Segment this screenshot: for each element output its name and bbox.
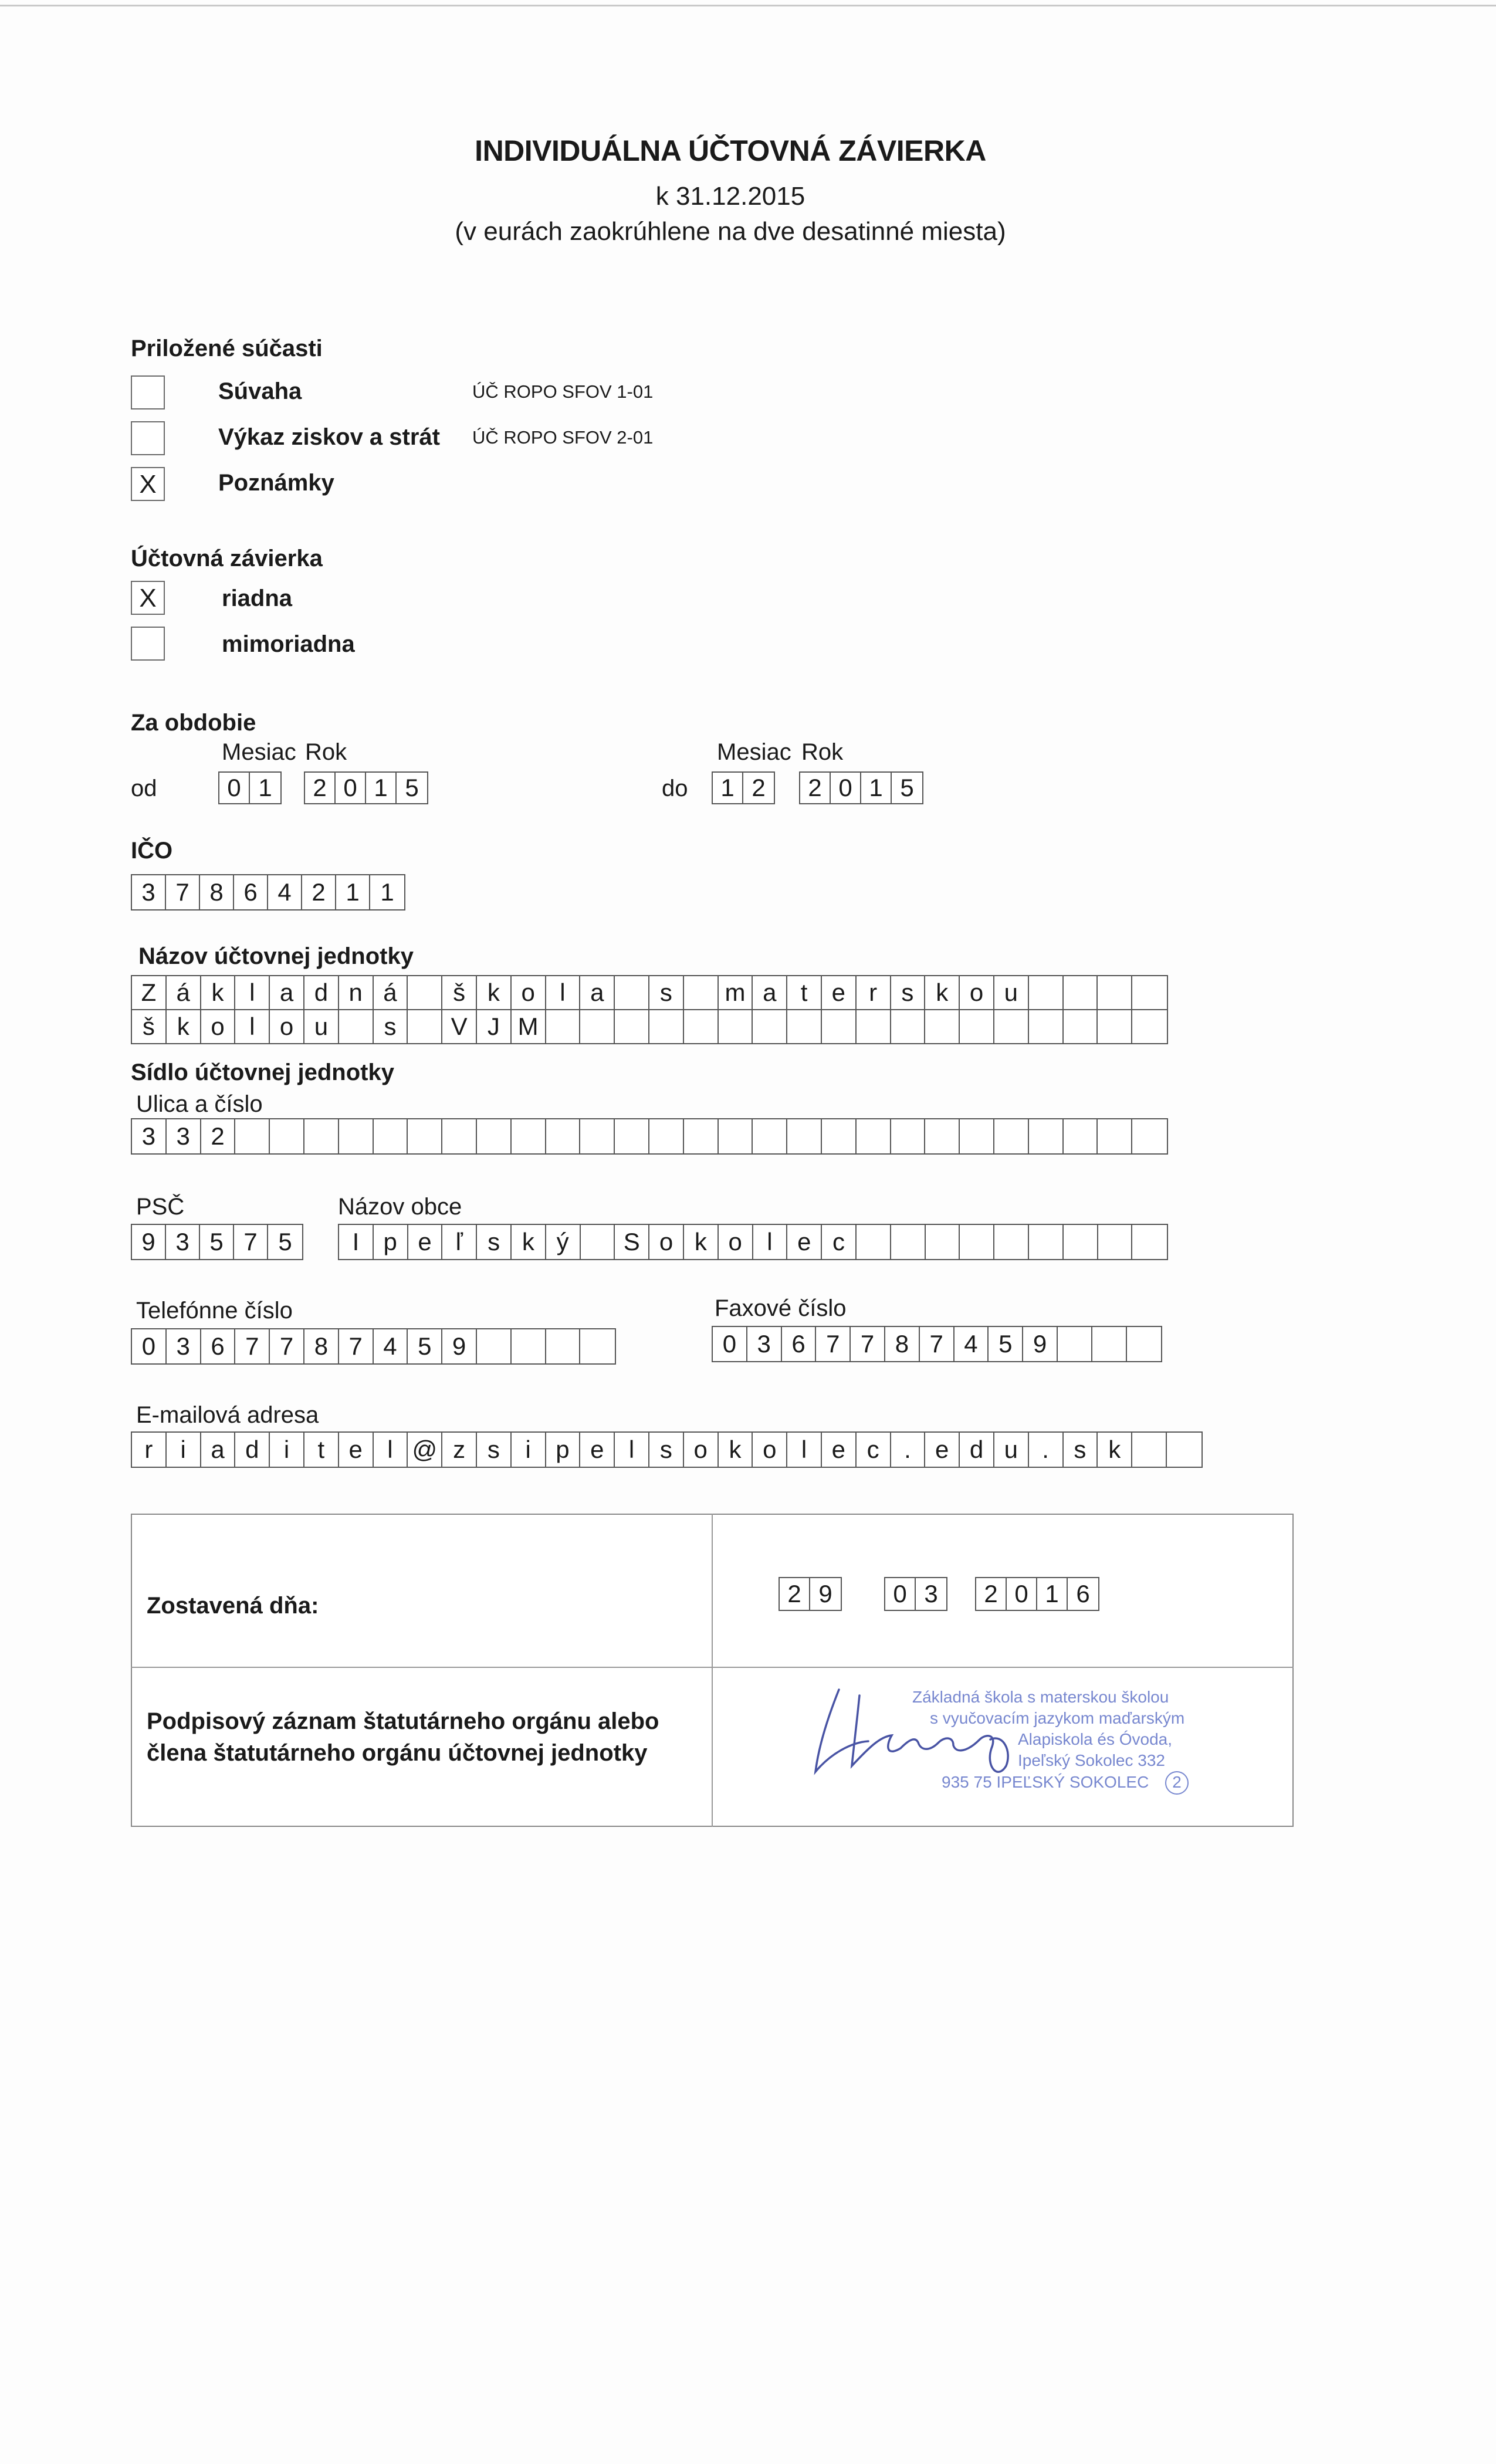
street-field-cell[interactable] xyxy=(235,1119,270,1153)
email-field-cell[interactable] xyxy=(1167,1433,1201,1467)
to-year-field-cell[interactable]: 1 xyxy=(861,773,892,803)
unit-name-line2-cell[interactable]: s xyxy=(374,1010,408,1043)
unit-name-line1-cell[interactable] xyxy=(1029,976,1064,1009)
street-field-cell[interactable] xyxy=(1132,1119,1167,1153)
city-field-cell[interactable]: S xyxy=(615,1225,649,1259)
phone-field-cell[interactable] xyxy=(546,1329,581,1363)
ico-field-cell[interactable]: 1 xyxy=(380,878,394,906)
unit-name-line1-cell[interactable]: l xyxy=(235,976,270,1009)
fax-field-cell[interactable]: 7 xyxy=(816,1327,851,1361)
fax-field-cell[interactable]: 0 xyxy=(713,1327,747,1361)
signature-label-line2: člena štatutárneho orgánu účtovnej jednotky xyxy=(147,1740,648,1766)
street-field[interactable] xyxy=(131,1118,1168,1155)
street-field-cell[interactable] xyxy=(1029,1119,1064,1153)
psc-field-cell[interactable]: 7 xyxy=(234,1225,268,1259)
handwritten-signature xyxy=(804,1678,1097,1789)
unit-name-line2-cell[interactable]: u xyxy=(304,1010,339,1043)
document-note: (v eurách zaokrúhlene na dve desatinné miesta) xyxy=(455,217,1006,246)
phone-field-cell[interactable]: 7 xyxy=(339,1329,374,1363)
label-mimoriadna: mimoriadna xyxy=(222,631,355,657)
panel-divider-vertical xyxy=(712,1514,713,1827)
unit-name-line2-cell[interactable]: V xyxy=(442,1010,477,1043)
code-suvaha: ÚČ ROPO SFOV 1-01 xyxy=(472,381,654,402)
street-field-cell[interactable] xyxy=(270,1119,304,1153)
unit-name-line2-cell[interactable]: o xyxy=(201,1010,236,1043)
email-field-cell[interactable]: l xyxy=(374,1433,408,1467)
from-year-label: Rok xyxy=(305,739,347,765)
compiled-day-field-cell[interactable]: 9 xyxy=(818,1580,832,1607)
to-year-field[interactable] xyxy=(799,771,923,804)
stamp-line-2: s vyučovacím jazykom maďarským xyxy=(930,1709,1185,1727)
from-year-field-cell[interactable]: 0 xyxy=(336,773,366,803)
unit-name-line1-cell[interactable] xyxy=(615,976,649,1009)
email-field-cell[interactable]: k xyxy=(1098,1433,1132,1467)
compiled-year-field-cell[interactable]: 6 xyxy=(1076,1580,1090,1607)
email-field-cell[interactable]: @ xyxy=(408,1433,442,1467)
psc-field[interactable] xyxy=(131,1224,303,1260)
email-field-cell[interactable]: e xyxy=(822,1433,857,1467)
city-field-cell[interactable] xyxy=(891,1225,926,1259)
unit-name-line2-cell[interactable] xyxy=(994,1010,1029,1043)
phone-field-cell[interactable] xyxy=(580,1329,615,1363)
fax-field-cell[interactable] xyxy=(1058,1327,1092,1361)
city-label: Názov obce xyxy=(338,1194,462,1220)
city-field-cell[interactable]: l xyxy=(753,1225,788,1259)
unit-name-line2-cell[interactable] xyxy=(1029,1010,1064,1043)
street-field-cell[interactable] xyxy=(615,1119,649,1153)
email-field-cell[interactable]: s xyxy=(477,1433,512,1467)
psc-field-cell[interactable]: 5 xyxy=(200,1225,234,1259)
email-field-cell[interactable]: e xyxy=(580,1433,615,1467)
fax-field-cell[interactable]: 7 xyxy=(851,1327,885,1361)
fax-field-cell[interactable]: 3 xyxy=(747,1327,782,1361)
city-field-cell[interactable]: e xyxy=(787,1225,822,1259)
unit-name-line2-cell[interactable] xyxy=(753,1010,787,1043)
ico-field-cell[interactable]: 4 xyxy=(268,875,302,909)
city-field-cell[interactable] xyxy=(1064,1225,1098,1259)
fax-field-cell[interactable]: 7 xyxy=(920,1327,955,1361)
phone-field-cell[interactable]: 7 xyxy=(270,1329,304,1363)
seat-label: Sídlo účtovnej jednotky xyxy=(131,1060,394,1085)
unit-name-line1-cell[interactable]: o xyxy=(512,976,546,1009)
label-vykaz: Výkaz ziskov a strát xyxy=(218,424,440,450)
unit-name-line2[interactable] xyxy=(131,1009,1168,1044)
top-scan-line xyxy=(0,5,1496,6)
city-field-cell[interactable]: o xyxy=(649,1225,684,1259)
fax-label: Faxové číslo xyxy=(715,1295,847,1321)
unit-name-line1-cell[interactable] xyxy=(684,976,719,1009)
unit-name-line1-cell[interactable]: l xyxy=(546,976,581,1009)
unit-name-line1-cell[interactable]: k xyxy=(201,976,236,1009)
email-field-cell[interactable]: s xyxy=(1064,1433,1098,1467)
unit-name-line2-cell[interactable]: š xyxy=(132,1010,167,1043)
phone-field-cell[interactable]: 5 xyxy=(408,1329,442,1363)
fax-field-cell[interactable]: 8 xyxy=(885,1327,920,1361)
unit-name-line2-cell[interactable] xyxy=(1064,1010,1098,1043)
phone-field-cell[interactable] xyxy=(512,1329,546,1363)
street-field-cell[interactable] xyxy=(339,1119,374,1153)
checkbox-suvaha[interactable] xyxy=(131,375,165,409)
city-field-cell[interactable] xyxy=(581,1225,615,1259)
document-title: INDIVIDUÁLNA ÚČTOVNÁ ZÁVIERKA xyxy=(475,134,986,167)
unit-name-line1-cell[interactable]: o xyxy=(960,976,994,1009)
to-month-field-cell[interactable]: 1 xyxy=(713,773,743,803)
to-year-field-cell[interactable]: 0 xyxy=(831,773,861,803)
unit-name-line2-cell[interactable] xyxy=(649,1010,684,1043)
phone-field-cell[interactable]: 7 xyxy=(235,1329,270,1363)
ico-field-cell[interactable]: 3 xyxy=(132,875,166,909)
unit-name-line2-cell[interactable] xyxy=(1132,1010,1167,1043)
fax-field-cell[interactable] xyxy=(1092,1327,1127,1361)
email-field-cell[interactable]: s xyxy=(649,1433,684,1467)
ico-label: IČO xyxy=(131,838,173,864)
email-field-cell[interactable]: c xyxy=(857,1433,891,1467)
email-field-cell[interactable]: l xyxy=(787,1433,822,1467)
to-month-field[interactable] xyxy=(712,771,775,804)
email-field[interactable] xyxy=(131,1431,1203,1468)
parts-heading: Priložené súčasti xyxy=(131,336,323,361)
compiled-month-field[interactable] xyxy=(884,1577,947,1611)
street-field-cell[interactable] xyxy=(442,1119,477,1153)
unit-name-label: Názov účtovnej jednotky xyxy=(138,943,414,969)
street-field-cell[interactable] xyxy=(960,1119,994,1153)
city-field-cell[interactable]: e xyxy=(408,1225,443,1259)
ico-field-cell[interactable]: 8 xyxy=(200,875,234,909)
fax-field-cell[interactable]: 5 xyxy=(989,1327,1023,1361)
street-field-cell[interactable] xyxy=(1098,1119,1132,1153)
unit-name-line2-cell[interactable] xyxy=(719,1010,753,1043)
unit-name-line2-cell[interactable]: M xyxy=(512,1010,546,1043)
psc-field-cell[interactable]: 3 xyxy=(166,1225,200,1259)
to-month-label: Mesiac xyxy=(717,739,791,765)
label-suvaha: Súvaha xyxy=(218,378,302,404)
from-month-field-cell[interactable]: 1 xyxy=(258,774,272,801)
ico-field-cell[interactable]: 7 xyxy=(166,875,200,909)
city-field-cell[interactable] xyxy=(857,1225,891,1259)
unit-name-line2-cell[interactable]: l xyxy=(235,1010,270,1043)
phone-field-cell[interactable]: 4 xyxy=(374,1329,408,1363)
to-month-field-cell[interactable]: 2 xyxy=(752,774,766,801)
street-field-cell[interactable] xyxy=(753,1119,787,1153)
email-field-cell[interactable]: r xyxy=(132,1433,167,1467)
unit-name-line1-cell[interactable]: s xyxy=(649,976,684,1009)
street-field-cell[interactable] xyxy=(546,1119,581,1153)
unit-name-line1-cell[interactable]: k xyxy=(477,976,512,1009)
email-field-cell[interactable]: u xyxy=(994,1433,1029,1467)
email-field-cell[interactable]: e xyxy=(339,1433,374,1467)
from-year-field[interactable] xyxy=(304,771,428,804)
signature-label-line1: Podpisový záznam štatutárneho orgánu alebo xyxy=(147,1708,659,1734)
stamp-line-3: Alapiskola és Óvoda, xyxy=(1018,1730,1173,1748)
email-field-cell[interactable]: l xyxy=(615,1433,649,1467)
phone-field-cell[interactable]: 3 xyxy=(167,1329,201,1363)
unit-name-line1-cell[interactable]: r xyxy=(857,976,891,1009)
phone-field-cell[interactable]: 0 xyxy=(132,1329,167,1363)
checkbox-poznamky[interactable]: X xyxy=(131,467,165,501)
compiled-month-field-cell[interactable]: 3 xyxy=(924,1580,938,1607)
email-label: E-mailová adresa xyxy=(136,1402,319,1428)
email-field-cell[interactable]: . xyxy=(891,1433,926,1467)
unit-name-line2-cell[interactable] xyxy=(580,1010,615,1043)
email-field-cell[interactable]: d xyxy=(960,1433,994,1467)
from-year-field-cell[interactable]: 1 xyxy=(366,773,397,803)
from-year-field-cell[interactable]: 2 xyxy=(305,773,336,803)
unit-name-line1-cell[interactable]: e xyxy=(822,976,857,1009)
unit-name-line2-cell[interactable] xyxy=(615,1010,649,1043)
unit-name-line1-cell[interactable]: a xyxy=(270,976,304,1009)
email-field-cell[interactable]: t xyxy=(304,1433,339,1467)
ico-field-cell[interactable]: 6 xyxy=(234,875,268,909)
ico-field-cell[interactable]: 1 xyxy=(336,875,370,909)
street-field-cell[interactable] xyxy=(891,1119,926,1153)
compiled-year-field-cell[interactable]: 2 xyxy=(976,1578,1007,1610)
code-vykaz: ÚČ ROPO SFOV 2-01 xyxy=(472,427,654,448)
city-field-cell[interactable]: c xyxy=(822,1225,857,1259)
street-field-cell[interactable]: 3 xyxy=(167,1119,201,1153)
compiled-month-field-cell[interactable]: 0 xyxy=(885,1578,916,1610)
to-year-field-cell[interactable]: 2 xyxy=(800,773,831,803)
email-field-cell[interactable]: . xyxy=(1029,1433,1064,1467)
unit-name-line2-cell[interactable] xyxy=(546,1010,581,1043)
city-field-cell[interactable] xyxy=(926,1225,960,1259)
ico-field-cell[interactable]: 2 xyxy=(302,875,336,909)
street-field-cell[interactable] xyxy=(649,1119,684,1153)
city-field-cell[interactable]: p xyxy=(374,1225,408,1259)
street-field-cell[interactable] xyxy=(684,1119,719,1153)
street-field-cell[interactable] xyxy=(477,1119,512,1153)
street-field-cell[interactable] xyxy=(719,1119,753,1153)
closing-heading: Účtovná závierka xyxy=(131,546,323,571)
compiled-label: Zostavená dňa: xyxy=(147,1593,319,1619)
unit-name-line1-cell[interactable]: m xyxy=(719,976,753,1009)
city-field[interactable] xyxy=(338,1224,1168,1260)
compiled-year-field-cell[interactable]: 0 xyxy=(1007,1578,1037,1610)
street-field-cell[interactable] xyxy=(408,1119,442,1153)
email-field-cell[interactable]: i xyxy=(167,1433,201,1467)
stamp-line-4: Ipeľský Sokolec 332 xyxy=(1018,1751,1165,1769)
unit-name-line1-cell[interactable]: Z xyxy=(132,976,167,1009)
email-field-cell[interactable]: e xyxy=(925,1433,960,1467)
fax-field[interactable] xyxy=(712,1326,1162,1362)
fax-field-cell[interactable]: 6 xyxy=(782,1327,817,1361)
psc-field-cell[interactable]: 5 xyxy=(278,1228,292,1255)
street-field-cell[interactable]: 3 xyxy=(132,1119,167,1153)
to-label: do xyxy=(662,776,688,801)
city-field-cell[interactable] xyxy=(1132,1225,1167,1259)
street-field-cell[interactable]: 2 xyxy=(201,1119,236,1153)
city-field-cell[interactable]: o xyxy=(719,1225,753,1259)
to-year-field-cell[interactable]: 5 xyxy=(900,774,914,801)
unit-name-line1-cell[interactable]: á xyxy=(374,976,408,1009)
ico-field[interactable] xyxy=(131,874,405,911)
phone-field[interactable] xyxy=(131,1328,616,1365)
unit-name-line1-cell[interactable] xyxy=(1098,976,1132,1009)
checkbox-vykaz[interactable] xyxy=(131,421,165,455)
email-field-cell[interactable]: i xyxy=(270,1433,304,1467)
street-field-cell[interactable] xyxy=(822,1119,857,1153)
email-field-cell[interactable]: p xyxy=(546,1433,581,1467)
unit-name-line2-cell[interactable] xyxy=(408,1010,442,1043)
compiled-day-field[interactable] xyxy=(779,1577,842,1611)
email-field-cell[interactable]: o xyxy=(753,1433,787,1467)
fax-field-cell[interactable]: 4 xyxy=(955,1327,989,1361)
from-month-field[interactable] xyxy=(218,771,282,804)
psc-label: PSČ xyxy=(136,1194,185,1220)
phone-field-cell[interactable]: 8 xyxy=(304,1329,339,1363)
unit-name-line1-cell[interactable] xyxy=(408,976,442,1009)
unit-name-line1-cell[interactable]: n xyxy=(339,976,374,1009)
unit-name-line1-cell[interactable] xyxy=(1132,976,1167,1009)
unit-name-line2-cell[interactable] xyxy=(787,1010,822,1043)
to-year-label: Rok xyxy=(801,739,844,765)
street-field-cell[interactable] xyxy=(857,1119,891,1153)
from-month-field-cell[interactable]: 0 xyxy=(219,773,250,803)
unit-name-line1-cell[interactable]: š xyxy=(442,976,477,1009)
city-field-cell[interactable]: ý xyxy=(546,1225,581,1259)
unit-name-line2-cell[interactable] xyxy=(339,1010,374,1043)
email-field-cell[interactable]: o xyxy=(684,1433,719,1467)
checkbox-mimoriadna[interactable] xyxy=(131,627,165,661)
unit-name-line2-cell[interactable] xyxy=(822,1010,857,1043)
unit-name-line2-cell[interactable]: o xyxy=(270,1010,304,1043)
unit-name-line1-cell[interactable] xyxy=(1064,976,1098,1009)
label-poznamky: Poznámky xyxy=(218,470,334,496)
city-field-cell[interactable] xyxy=(960,1225,994,1259)
unit-name-line2-cell[interactable] xyxy=(891,1010,926,1043)
phone-field-cell[interactable] xyxy=(477,1329,512,1363)
unit-name-line1-cell[interactable]: a xyxy=(753,976,787,1009)
fax-field-cell[interactable]: 9 xyxy=(1023,1327,1058,1361)
compiled-year-field[interactable] xyxy=(975,1577,1099,1611)
compiled-day-field-cell[interactable]: 2 xyxy=(780,1578,810,1610)
email-field-cell[interactable]: d xyxy=(235,1433,270,1467)
compiled-year-field-cell[interactable]: 1 xyxy=(1037,1578,1068,1610)
street-field-cell[interactable] xyxy=(787,1119,822,1153)
street-field-cell[interactable] xyxy=(304,1119,339,1153)
checkbox-riadna[interactable]: X xyxy=(131,581,165,615)
unit-name-line1-cell[interactable]: k xyxy=(925,976,960,1009)
unit-name-line2-cell[interactable]: k xyxy=(167,1010,201,1043)
phone-field-cell[interactable]: 6 xyxy=(201,1329,236,1363)
stamp-line-1: Základná škola s materskou školou xyxy=(912,1688,1169,1706)
stamp-line-5: 935 75 IPEĽSKÝ SOKOLEC 2 xyxy=(942,1771,1189,1795)
street-field-cell[interactable] xyxy=(1064,1119,1098,1153)
email-field-cell[interactable]: a xyxy=(201,1433,236,1467)
unit-name-line2-cell[interactable]: J xyxy=(477,1010,512,1043)
from-year-field-cell[interactable]: 5 xyxy=(405,774,419,801)
city-field-cell[interactable] xyxy=(1098,1225,1133,1259)
email-field-cell[interactable]: z xyxy=(442,1433,477,1467)
street-field-cell[interactable] xyxy=(925,1119,960,1153)
unit-name-line2-cell[interactable] xyxy=(925,1010,960,1043)
unit-name-line2-cell[interactable] xyxy=(857,1010,891,1043)
unit-name-line1-cell[interactable]: á xyxy=(167,976,201,1009)
stamp-number: 2 xyxy=(1165,1771,1189,1795)
unit-name-line1-cell[interactable]: t xyxy=(787,976,822,1009)
city-field-cell[interactable] xyxy=(1029,1225,1064,1259)
from-month-label: Mesiac xyxy=(222,739,296,765)
unit-name-line1-cell[interactable]: d xyxy=(304,976,339,1009)
unit-name-line1[interactable] xyxy=(131,975,1168,1010)
street-field-cell[interactable] xyxy=(374,1119,408,1153)
unit-name-line2-cell[interactable] xyxy=(1098,1010,1132,1043)
period-heading: Za obdobie xyxy=(131,710,256,736)
psc-field-cell[interactable]: 9 xyxy=(132,1225,166,1259)
fax-field-cell[interactable] xyxy=(1127,1327,1162,1361)
email-field-cell[interactable] xyxy=(1132,1433,1167,1467)
label-riadna: riadna xyxy=(222,585,293,611)
street-field-cell[interactable] xyxy=(580,1119,615,1153)
unit-name-line1-cell[interactable]: a xyxy=(580,976,615,1009)
city-field-cell[interactable]: k xyxy=(684,1225,719,1259)
phone-label: Telefónne číslo xyxy=(136,1298,293,1324)
city-field-cell[interactable] xyxy=(994,1225,1029,1259)
city-field-cell[interactable]: ľ xyxy=(442,1225,477,1259)
email-field-cell[interactable]: k xyxy=(719,1433,753,1467)
email-field-cell[interactable]: i xyxy=(512,1433,546,1467)
city-field-cell[interactable]: I xyxy=(339,1225,374,1259)
street-field-cell[interactable] xyxy=(512,1119,546,1153)
phone-field-cell[interactable]: 9 xyxy=(442,1329,477,1363)
from-label: od xyxy=(131,776,157,801)
document-date: k 31.12.2015 xyxy=(655,182,805,211)
unit-name-line2-cell[interactable] xyxy=(684,1010,719,1043)
unit-name-line1-cell[interactable]: s xyxy=(891,976,926,1009)
unit-name-line2-cell[interactable] xyxy=(960,1010,994,1043)
city-field-cell[interactable]: k xyxy=(512,1225,546,1259)
unit-name-line1-cell[interactable]: u xyxy=(994,976,1029,1009)
street-label: Ulica a číslo xyxy=(136,1091,263,1117)
city-field-cell[interactable]: s xyxy=(477,1225,512,1259)
street-field-cell[interactable] xyxy=(994,1119,1029,1153)
